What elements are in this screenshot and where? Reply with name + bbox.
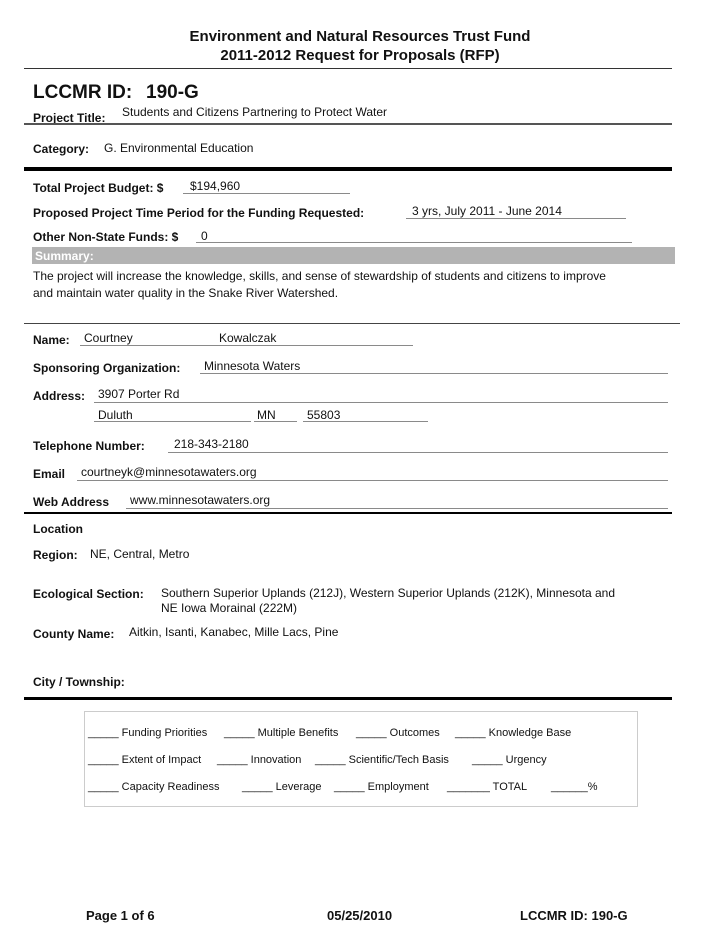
criteria-percent: ______% xyxy=(551,781,598,793)
eco-section-line-1: Southern Superior Uplands (212J), Western Superior Uplands (212K), Minnesota and xyxy=(161,586,616,600)
zip-underline xyxy=(303,421,428,422)
city-value: Duluth xyxy=(98,408,133,422)
summary-line-2: and maintain water quality in the Snake River Watershed. xyxy=(33,286,339,300)
budget-label: Total Project Budget: $ xyxy=(33,181,164,195)
criteria-total: _______ TOTAL xyxy=(447,781,528,793)
criteria-employment: _____ Employment xyxy=(334,781,429,793)
location-heading: Location xyxy=(33,522,83,536)
period-label: Proposed Project Time Period for the Funding Requested: xyxy=(33,206,365,220)
criteria-scientific-tech-basis: _____ Scientific/Tech Basis xyxy=(315,754,449,766)
email-underline xyxy=(77,480,668,481)
nonstate-label: Other Non-State Funds: $ xyxy=(33,230,179,244)
summary-line-1: The project will increase the knowledge, skills, and sense of stewardship of students and citizens to improve xyxy=(33,269,606,283)
criteria-extent-of-impact: _____ Extent of Impact xyxy=(88,754,202,766)
county-value: Aitkin, Isanti, Kanabec, Mille Lacs, Pine xyxy=(129,625,339,639)
email-label: Email xyxy=(33,467,66,481)
street-underline xyxy=(94,402,668,403)
county-label: County Name: xyxy=(33,627,115,641)
criteria-funding-priorities: _____ Funding Priorities xyxy=(88,727,208,739)
header-divider xyxy=(24,68,672,69)
email-value: courtneyk@minnesotawaters.org xyxy=(81,465,257,479)
lccmr-id-label: LCCMR ID: xyxy=(33,82,133,103)
criteria-capacity-readiness: _____ Capacity Readiness xyxy=(88,781,220,793)
contact-divider xyxy=(24,512,672,514)
summary-label: Summary: xyxy=(35,249,94,263)
title-divider xyxy=(24,123,672,125)
region-label: Region: xyxy=(33,548,78,562)
web-value: www.minnesotawaters.org xyxy=(130,493,271,507)
org-value: Minnesota Waters xyxy=(204,359,301,373)
category-label: Category: xyxy=(33,142,90,156)
category-value: G. Environmental Education xyxy=(104,141,254,155)
category-divider xyxy=(24,167,672,171)
web-label: Web Address xyxy=(33,495,110,509)
name-label: Name: xyxy=(33,333,70,347)
region-value: NE, Central, Metro xyxy=(90,547,190,561)
state-value: MN xyxy=(257,408,276,422)
criteria-innovation: _____ Innovation xyxy=(217,754,302,766)
project-title-label: Project Title: xyxy=(33,111,106,125)
location-divider xyxy=(24,697,672,700)
web-underline xyxy=(126,508,668,509)
footer-page-number: Page 1 of 6 xyxy=(86,908,155,923)
city-underline xyxy=(94,421,251,422)
phone-value: 218-343-2180 xyxy=(174,437,249,451)
criteria-knowledge-base: _____ Knowledge Base xyxy=(455,727,572,739)
summary-bar xyxy=(32,247,675,264)
zip-value: 55803 xyxy=(307,408,341,422)
project-title-value: Students and Citizens Partnering to Protect Water xyxy=(122,105,388,119)
first-name-value: Courtney xyxy=(84,331,133,345)
criteria-outcomes: _____ Outcomes xyxy=(356,727,440,739)
last-name-value: Kowalczak xyxy=(219,331,277,345)
summary-divider xyxy=(24,323,680,324)
phone-underline xyxy=(168,452,668,453)
org-underline xyxy=(200,373,668,374)
criteria-multiple-benefits: _____ Multiple Benefits xyxy=(224,727,339,739)
nonstate-value: 0 xyxy=(201,229,208,243)
header-title: Environment and Natural Resources Trust Fund xyxy=(189,28,531,45)
criteria-leverage: _____ Leverage xyxy=(242,781,322,793)
eco-section-label: Ecological Section: xyxy=(33,587,144,601)
header-subtitle: 2011-2012 Request for Proposals (RFP) xyxy=(220,47,500,64)
period-underline xyxy=(406,218,626,219)
footer-lccmr-id: LCCMR ID: 190-G xyxy=(520,908,628,923)
city-township-label: City / Township: xyxy=(33,675,125,689)
phone-label: Telephone Number: xyxy=(33,439,145,453)
criteria-urgency: _____ Urgency xyxy=(472,754,547,766)
nonstate-underline xyxy=(196,242,632,243)
budget-underline xyxy=(183,193,350,194)
org-label: Sponsoring Organization: xyxy=(33,361,181,375)
footer-date: 05/25/2010 xyxy=(327,908,393,923)
budget-value: $194,960 xyxy=(190,179,241,193)
period-value: 3 yrs, July 2011 - June 2014 xyxy=(412,204,562,218)
state-underline xyxy=(254,421,297,422)
name-underline xyxy=(80,345,413,346)
eco-section-line-2: NE Iowa Morainal (222M) xyxy=(161,601,298,615)
address-label: Address: xyxy=(33,389,86,403)
lccmr-id-value: 190-G xyxy=(146,82,199,103)
street-value: 3907 Porter Rd xyxy=(98,387,180,401)
